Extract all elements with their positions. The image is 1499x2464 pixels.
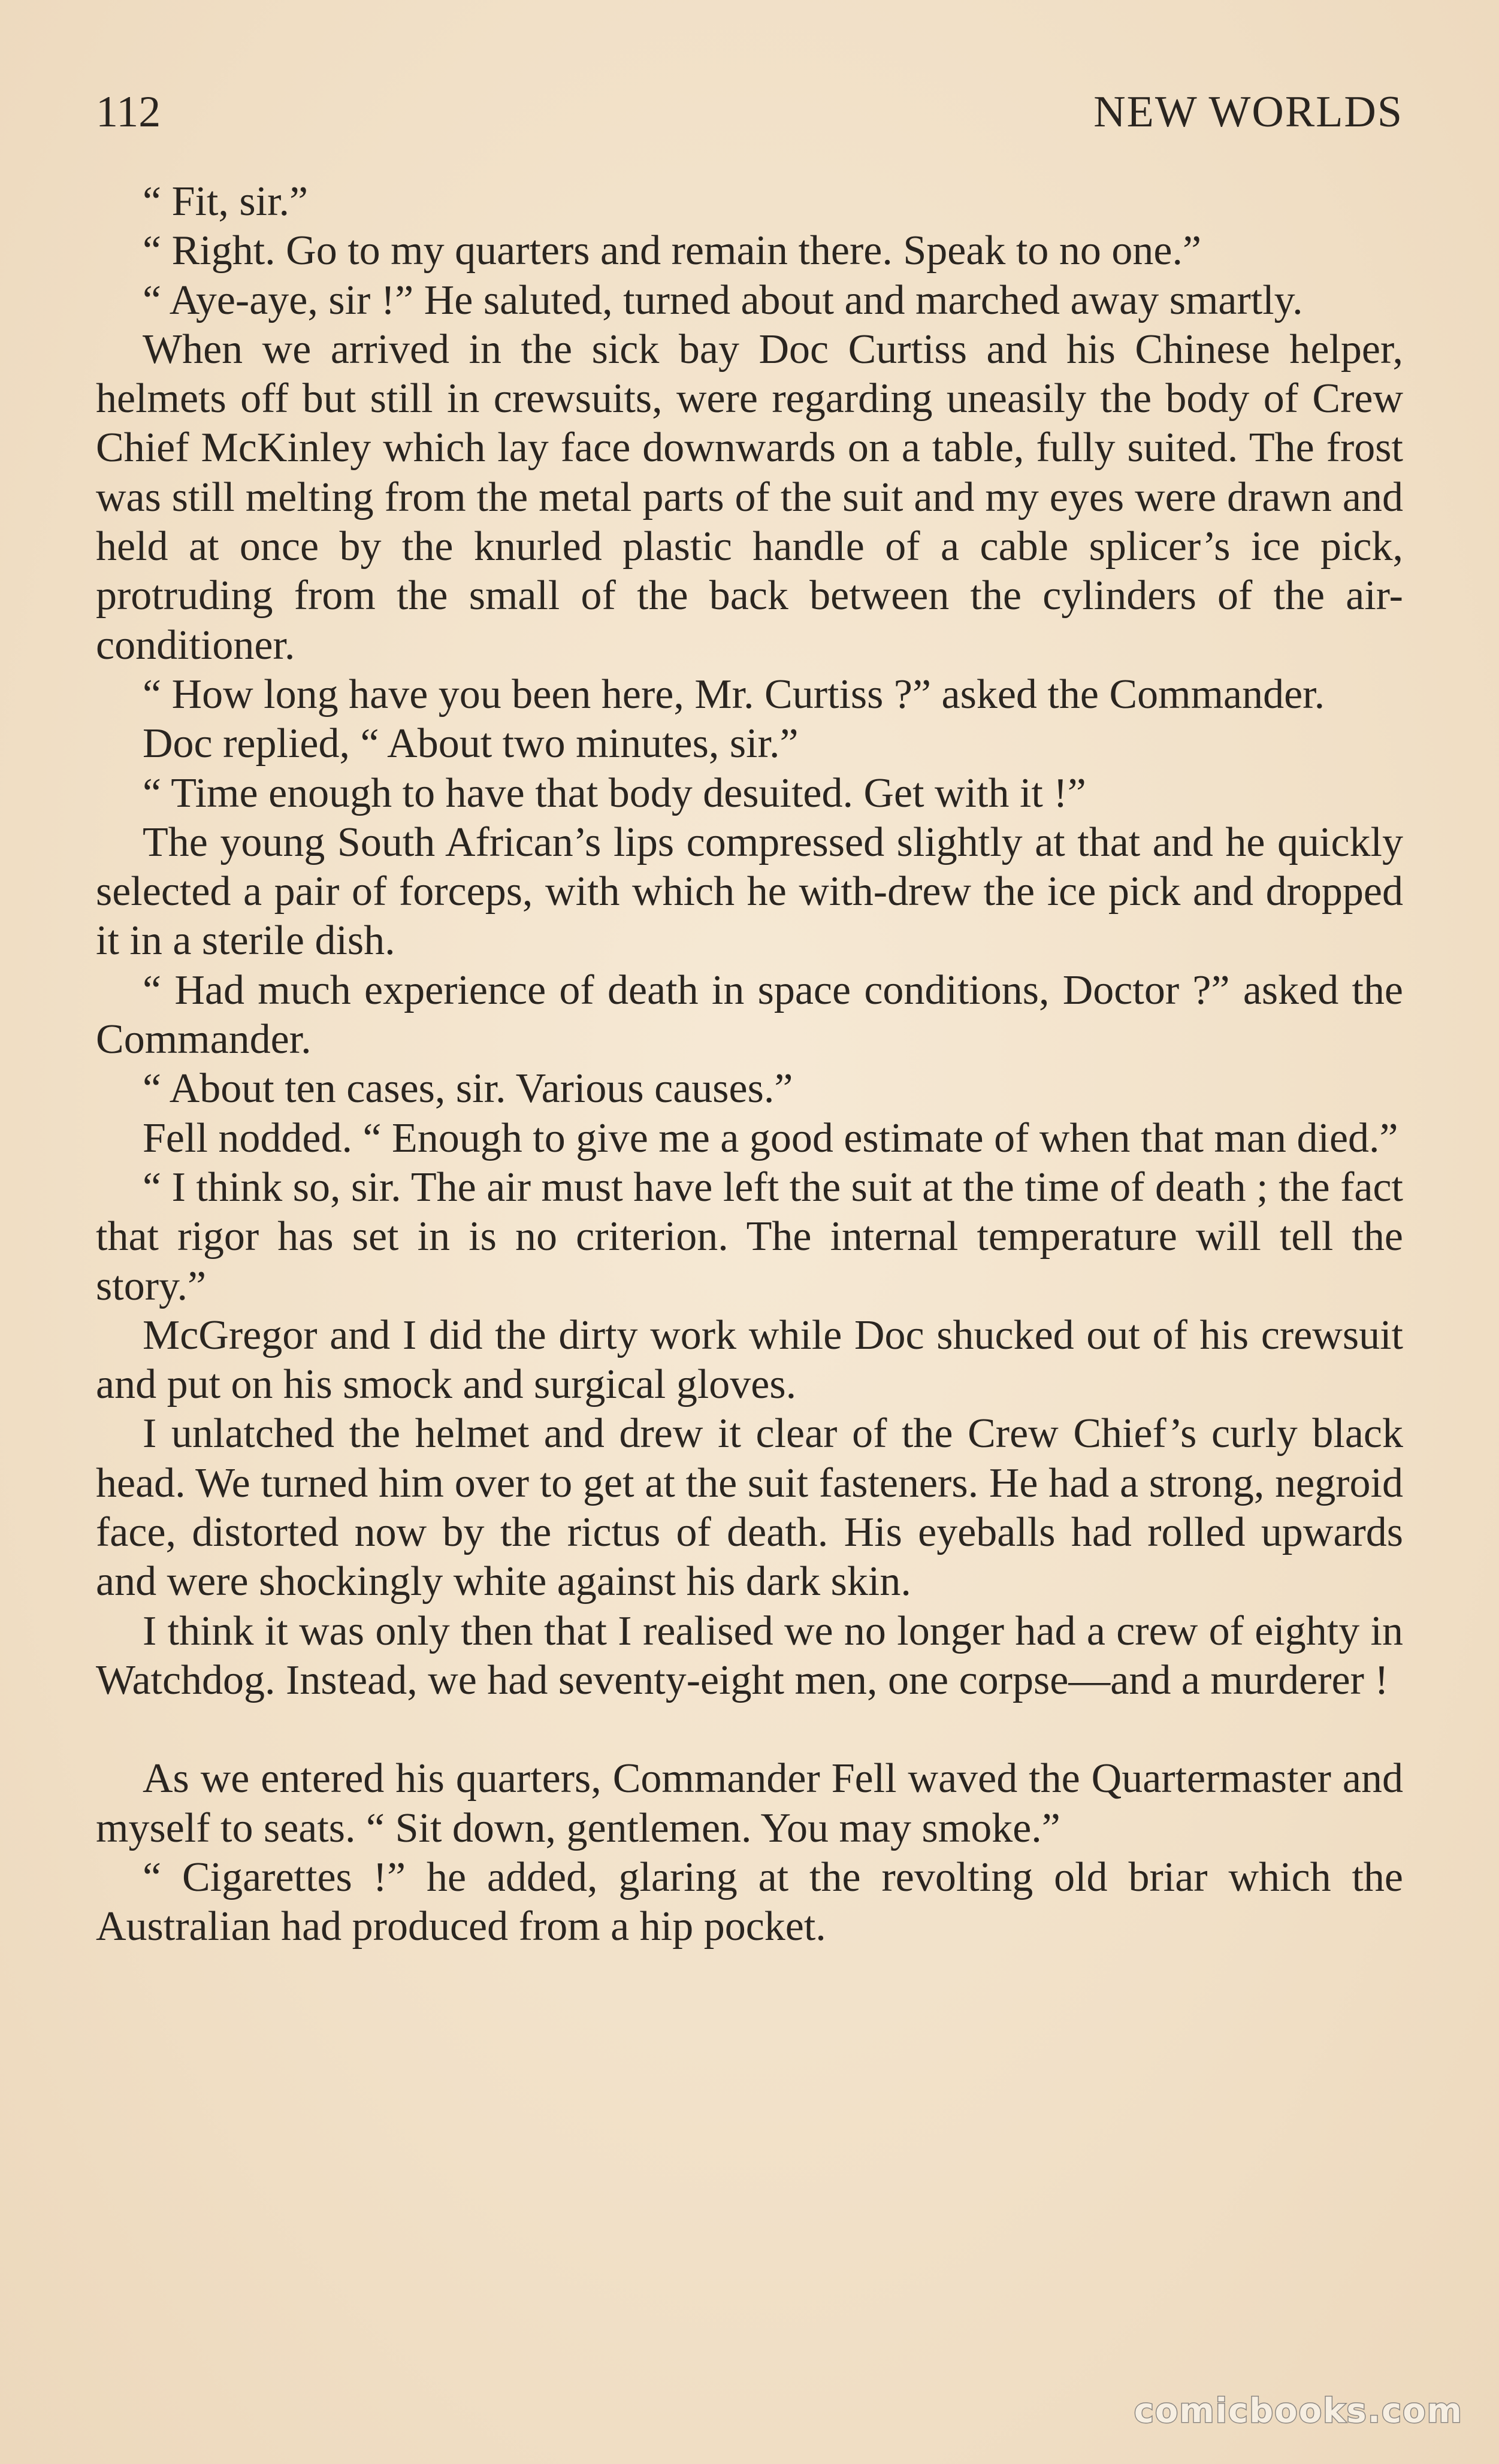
paragraph: “ I think so, sir. The air must have left the suit at the time of death ; the fact that rigor has set in is no criterion. The internal temperature will tell the story.”	[96, 1164, 1403, 1309]
paragraph: As we entered his quarters, Commander Fell waved the Quartermaster and myself to seats. “ Sit down, gentlemen. You may smoke.”	[96, 1755, 1403, 1851]
paragraph: McGregor and I did the dirty work while Doc shucked out of his crewsuit and put on his smock and surgical gloves.	[96, 1312, 1403, 1408]
paragraph: “ About ten cases, sir. Various causes.”	[143, 1065, 793, 1112]
paragraph: “ Right. Go to my quarters and remain there. Speak to no one.”	[143, 228, 1202, 274]
page-header	[96, 79, 1403, 145]
paragraph: The young South African’s lips compressed slightly at that and he quickly selected a pair of forceps, with which he with-drew the ice pick and dropped it in a sterile dish.	[96, 819, 1403, 964]
running-head: NEW WORLDS	[1093, 87, 1403, 137]
paragraph: I unlatched the helmet and drew it clear of the Crew Chief’s curly black head. We turned him over to get at the suit fasteners. He had a strong, negroid face, distorted now by the rictus of death. His eyeballs had rolled upwards and were shockingly white against his dark skin.	[96, 1410, 1403, 1605]
paragraph: “ Had much experience of death in space conditions, Doctor ?” asked the Commander.	[96, 967, 1403, 1063]
paragraph: “ Time enough to have that body desuited. Get with it !”	[143, 770, 1086, 816]
watermark: comicbooks.com	[1134, 2392, 1463, 2430]
paragraph: “ Cigarettes !” he added, glaring at the revolting old briar which the Australian had produced from a hip pocket.	[96, 1854, 1403, 1950]
paragraph: Doc replied, “ About two minutes, sir.”	[143, 721, 799, 767]
paragraph: “ Aye-aye, sir !” He saluted, turned about and marched away smartly.	[143, 277, 1303, 323]
body-text	[96, 177, 1403, 1951]
paragraph: Fell nodded. “ Enough to give me a good estimate of when that man died.”	[143, 1115, 1398, 1161]
paragraph: “ How long have you been here, Mr. Curtiss ?” asked the Commander.	[143, 671, 1325, 718]
paragraph: When we arrived in the sick bay Doc Curtiss and his Chinese helper, helmets off but still in crewsuits, were regarding uneasily the body of Crew Chief McKinley which lay face downwards on a table, fully suited. The frost was still melting from the metal parts of the suit and my eyes were drawn and held at once by the knurled plastic handle of a cable splicer’s ice pick, protruding from the small of the back between the cylinders of the air-conditioner.	[96, 326, 1403, 668]
page-number: 112	[96, 87, 161, 137]
paragraph: “ Fit, sir.”	[143, 178, 309, 225]
section-break	[96, 1705, 1403, 1754]
paragraph: I think it was only then that I realised we no longer had a crew of eighty in Watchdog. Instead, we had seventy-eight men, one corpse—and a murderer !	[96, 1608, 1403, 1703]
